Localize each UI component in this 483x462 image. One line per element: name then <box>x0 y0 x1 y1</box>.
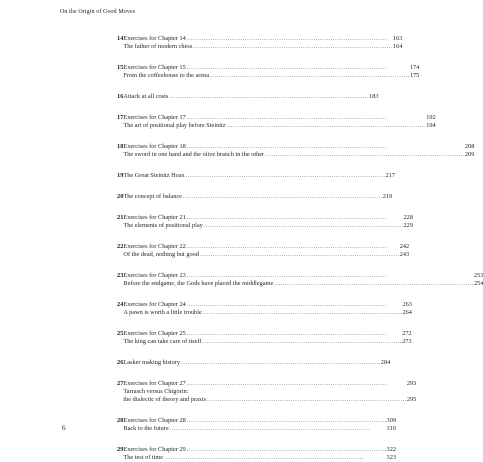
chapter-number: 16 <box>117 93 124 100</box>
chapter-number: 18 <box>117 143 124 150</box>
toc-chapter <box>117 301 412 317</box>
entry-page-number: 192 <box>426 114 436 121</box>
entry-page-number: 322 <box>386 446 396 453</box>
dot-leader <box>204 222 403 230</box>
entry-page-number: 323 <box>386 454 396 461</box>
toc-entry[interactable] <box>123 64 419 72</box>
dot-leader <box>183 193 382 201</box>
chapter-entries <box>123 272 483 288</box>
toc-chapter <box>117 330 412 346</box>
entry-page-number: 253 <box>473 272 483 279</box>
toc-chapter <box>117 243 410 259</box>
entry-title: Exercises for Chapter 28 <box>123 417 186 424</box>
dot-leader <box>186 172 385 180</box>
chapter-number: 22 <box>117 243 124 250</box>
toc-entry[interactable] <box>123 72 419 80</box>
dot-leader <box>187 214 403 222</box>
chapter-entries <box>123 380 416 404</box>
chapter-number: 19 <box>117 172 124 179</box>
entry-title: Exercises for Chapter 14 <box>123 35 186 42</box>
dot-leader <box>181 359 380 367</box>
entry-page-number: 174 <box>409 64 420 71</box>
toc-entry[interactable] <box>123 388 416 396</box>
entry-title: Attack at all costs <box>123 93 169 100</box>
entry-page-number: 273 <box>402 338 412 345</box>
toc-chapter <box>117 380 417 404</box>
toc-entry[interactable] <box>123 114 435 122</box>
chapter-entries <box>123 143 474 159</box>
entry-title: Before the endgame, the Gods have placed the middlegame <box>123 280 274 287</box>
dot-leader <box>274 280 473 288</box>
chapter-number: 21 <box>117 214 124 221</box>
toc-entry[interactable] <box>123 172 395 180</box>
entry-title: The father of modern chess <box>123 43 193 50</box>
entry-title: Lasker making history <box>123 359 181 366</box>
entry-title: The art of positional play before Steinitz <box>123 122 226 129</box>
chapter-number: 26 <box>117 359 124 366</box>
entry-title: Of the dead, nothing but good <box>123 251 199 258</box>
entry-page-number: 272 <box>402 330 412 337</box>
entry-page-number: 293 <box>406 380 417 387</box>
chapter-entries <box>123 114 435 130</box>
chapter-number: 24 <box>117 301 124 308</box>
entry-page-number: 164 <box>393 43 403 50</box>
entry-page-number: 209 <box>464 151 475 158</box>
entry-title: Exercises for Chapter 17 <box>123 114 186 121</box>
toc-entry[interactable] <box>123 143 474 151</box>
dot-leader <box>164 454 385 462</box>
entry-page-number: 219 <box>382 193 393 200</box>
entry-title: Back to the future <box>123 425 169 432</box>
dot-leader <box>187 272 473 280</box>
entry-page-number: 309 <box>386 417 396 424</box>
chapter-entries <box>123 417 396 433</box>
toc-chapter <box>117 193 393 201</box>
toc-chapter <box>117 143 475 159</box>
chapter-number: 25 <box>117 330 124 337</box>
entry-title: The Great Steinitz Hoax <box>123 172 185 179</box>
chapter-entries <box>123 93 378 101</box>
entry-page-number: 229 <box>403 222 413 229</box>
entry-title: Exercises for Chapter 24 <box>123 301 186 308</box>
dot-leader <box>187 446 386 454</box>
toc-entry[interactable] <box>123 93 378 101</box>
dot-leader <box>193 43 392 51</box>
entry-title: Exercises for Chapter 23 <box>123 272 186 279</box>
toc-entry[interactable] <box>123 122 435 130</box>
toc-chapter <box>117 93 379 101</box>
entry-page-number: 183 <box>369 93 379 100</box>
toc-entry[interactable] <box>123 446 396 454</box>
entry-title: A pawn is worth a little trouble <box>123 309 202 316</box>
entry-title: Exercises for Chapter 21 <box>123 214 186 221</box>
toc-entry[interactable] <box>123 301 412 309</box>
dot-leader <box>169 93 368 101</box>
chapter-entries <box>123 446 396 462</box>
entry-title: Exercises for Chapter 22 <box>123 243 186 250</box>
entry-page-number: 310 <box>386 425 396 432</box>
toc-entry[interactable] <box>123 272 483 280</box>
chapter-entries <box>123 193 392 201</box>
dot-leader <box>187 380 406 388</box>
dot-leader <box>187 64 409 72</box>
running-head: On the Origin of Good Moves <box>60 9 136 15</box>
toc-entry[interactable] <box>123 151 474 159</box>
entry-page-number: 217 <box>385 172 395 179</box>
entry-title: From the coffeehouse to the arena <box>123 72 210 79</box>
entry-title: Tarrasch versus Chigorin: <box>123 388 189 395</box>
entry-title: Exercises for Chapter 15 <box>123 64 186 71</box>
entry-title: Exercises for Chapter 29 <box>123 446 186 453</box>
dot-leader <box>203 309 402 317</box>
toc-chapter <box>117 446 396 462</box>
toc-chapter <box>117 114 436 130</box>
dot-leader <box>170 425 386 433</box>
toc-chapter <box>117 214 413 230</box>
entry-page-number: 243 <box>399 251 410 258</box>
entry-page-number: 228 <box>403 214 413 221</box>
toc-entry[interactable] <box>123 380 416 388</box>
entry-title: The test of time <box>123 454 164 461</box>
toc-entry[interactable] <box>123 43 402 51</box>
dot-leader <box>210 72 409 80</box>
dot-leader <box>187 114 425 122</box>
entry-title: Exercises for Chapter 18 <box>123 143 186 150</box>
chapter-number: 14 <box>117 35 124 42</box>
chapter-entries <box>123 172 395 180</box>
toc-chapter <box>117 272 483 288</box>
chapter-number: 20 <box>117 193 124 200</box>
toc-entry[interactable] <box>123 425 396 433</box>
toc-entry[interactable] <box>123 359 390 367</box>
chapter-entries <box>123 214 413 230</box>
entry-page-number: 284 <box>380 359 391 366</box>
chapter-entries <box>123 243 409 259</box>
dot-leader <box>265 151 464 159</box>
dot-leader <box>227 122 426 130</box>
dot-leader <box>187 417 386 425</box>
dot-leader <box>207 396 406 404</box>
toc-entry[interactable] <box>123 454 396 462</box>
chapter-number: 17 <box>117 114 124 121</box>
entry-page-number: 194 <box>426 122 436 129</box>
dot-leader <box>202 338 401 346</box>
entry-title: The king can take care of itself <box>123 338 202 345</box>
chapter-entries <box>123 64 419 80</box>
toc-chapter <box>117 64 420 80</box>
dot-leader <box>187 243 399 251</box>
chapter-number: 15 <box>117 64 124 71</box>
entry-page-number: 295 <box>406 396 417 403</box>
entry-title: the dialectic of theory and praxis <box>123 396 207 403</box>
chapter-entries <box>123 330 411 346</box>
toc-entry[interactable] <box>123 214 413 222</box>
entry-page-number: 208 <box>464 143 475 150</box>
entry-page-number: 163 <box>393 35 403 42</box>
table-of-contents <box>117 35 483 462</box>
chapter-entries <box>123 35 402 51</box>
entry-page-number: 175 <box>409 72 420 79</box>
entry-page-number: 263 <box>402 301 412 308</box>
toc-chapter <box>117 417 396 433</box>
toc-entry[interactable] <box>123 222 413 230</box>
toc-entry[interactable] <box>123 251 409 259</box>
toc-entry[interactable] <box>123 35 402 43</box>
dot-leader <box>200 251 399 259</box>
toc-entry[interactable] <box>123 417 396 425</box>
chapter-number: 28 <box>117 417 124 424</box>
entry-title: Exercises for Chapter 27 <box>123 380 186 387</box>
toc-entry[interactable] <box>123 309 412 317</box>
dot-leader <box>187 301 402 309</box>
entry-title: The elements of positional play <box>123 222 203 229</box>
chapter-number: 23 <box>117 272 124 279</box>
chapter-number: 27 <box>117 380 124 387</box>
dot-leader <box>187 330 401 338</box>
entry-title: The concept of balance <box>123 193 182 200</box>
chapter-entries <box>123 301 412 317</box>
toc-entry[interactable] <box>123 243 409 251</box>
entry-page-number: 242 <box>399 243 410 250</box>
toc-entry[interactable] <box>123 193 392 201</box>
chapter-number: 29 <box>117 446 124 453</box>
entry-page-number: 264 <box>402 309 412 316</box>
toc-entry[interactable] <box>123 338 411 346</box>
toc-entry[interactable] <box>123 330 411 338</box>
chapter-entries <box>123 359 390 367</box>
toc-chapter <box>117 35 403 51</box>
dot-leader <box>187 143 464 151</box>
entry-title: Exercises for Chapter 25 <box>123 330 186 337</box>
toc-chapter <box>117 359 391 367</box>
toc-entry[interactable] <box>123 396 416 404</box>
entry-page-number: 254 <box>473 280 483 287</box>
page-number: 6 <box>62 424 66 432</box>
entry-title: The sword in one hand and the olive branch in the other <box>123 151 265 158</box>
toc-entry[interactable] <box>123 280 483 288</box>
dot-leader <box>187 35 392 43</box>
toc-chapter <box>117 172 395 180</box>
